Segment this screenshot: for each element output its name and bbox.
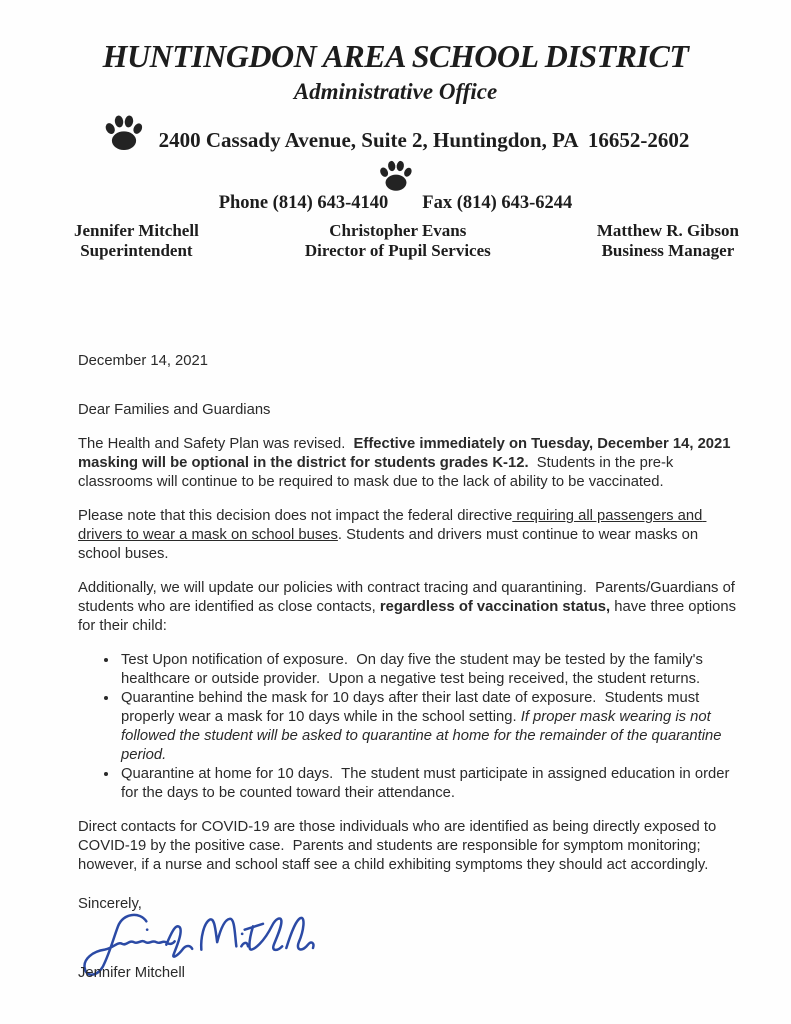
- phone-number: Phone (814) 643-4140: [218, 192, 389, 213]
- letter-body: [78, 352, 741, 983]
- bullet-test-option: [119, 651, 737, 689]
- district-name: HUNTINGDON AREA SCHOOL DISTRICT: [102, 38, 689, 74]
- para1-bold: Effective immediately on Tuesday, December 14, 2021 masking will be optional in the district for students grades K-12.: [78, 436, 735, 472]
- para2-underlined: requiring all passengers and drivers to wear a mask on school buses: [78, 508, 707, 544]
- staff-name: Christopher Evans: [329, 220, 467, 240]
- letterhead: [0, 0, 791, 262]
- office-name: Administrative Office: [293, 78, 498, 104]
- printed-signer-name: Jennifer Mitchell: [78, 965, 185, 982]
- closing-block: [78, 895, 737, 983]
- para3-after: have three options for their child:: [78, 599, 741, 635]
- bullet-text: Test Upon notification of exposure. On day five the student may be tested by the family's healthcare or outside provider. Upon a negative test being received, the student returns.: [121, 652, 707, 688]
- bullet-quarantine-home-option: [119, 765, 737, 803]
- paragraph-masking-policy: [78, 435, 737, 492]
- signature-area: [78, 914, 737, 964]
- para2-before: Please note that this decision does not impact the federal directive: [78, 508, 513, 525]
- closing-text: Sincerely,: [78, 896, 142, 913]
- staff-pupil-services: [305, 221, 491, 262]
- letter-date: December 14, 2021: [78, 353, 208, 370]
- staff-title: Superintendent: [80, 241, 193, 261]
- para1-after: Students in the pre-k classrooms will continue to be required to mask due to the lack of ability to be vaccinated.: [78, 455, 678, 491]
- staff-business-manager: [597, 221, 739, 262]
- para3-before: Additionally, we will update our policies with contract tracing and quarantining. Parents/Guardians of students who are identified as close contacts,: [78, 580, 740, 616]
- para1-normal: The Health and Safety Plan was revised.: [78, 436, 354, 453]
- bullet-text-italic: If proper mask wearing is not followed the student will be asked to quarantine at home for the remainder of the quarantine period.: [121, 709, 726, 764]
- paw-print-icon: [102, 111, 146, 155]
- bullet-quarantine-mask-option: [119, 689, 737, 765]
- salutation: Dear Families and Guardians: [78, 402, 271, 419]
- paw-print-row: [0, 157, 791, 195]
- address-row: [0, 111, 791, 153]
- staff-name: Jennifer Mitchell: [74, 220, 199, 240]
- staff-title: Business Manager: [601, 241, 735, 261]
- staff-name: Matthew R. Gibson: [596, 220, 739, 240]
- para2-after: . Students and drivers must continue to wear masks on school buses.: [78, 527, 703, 563]
- district-address: 2400 Cassady Avenue, Suite 2, Huntingdon, PA 16652-2602: [158, 127, 690, 152]
- paw-print-icon: [377, 157, 415, 195]
- para3-bold: regardless of vaccination status,: [379, 599, 611, 616]
- bullet-text: Quarantine at home for 10 days. The student must participate in assigned education in order for the days to be counted toward their attendance.: [121, 766, 734, 802]
- bullet-text: Quarantine behind the mask for 10 days after their last date of exposure. Students must properly wear a mask for 10 days while in the school setting.: [121, 690, 704, 726]
- paragraph-direct-contacts: Direct contacts for COVID-19 are those individuals who are identified as being directly exposed to COVID-19 by the positive case. Parents and students are responsible for symptom monitoring; however, if a nurse and school staff see a child exhibiting symptoms they should act accordingly.: [78, 819, 721, 874]
- paragraph-contact-tracing: [78, 579, 741, 636]
- options-list: [78, 651, 737, 803]
- phone-fax-row: [0, 193, 791, 214]
- staff-title: Director of Pupil Services: [304, 241, 491, 261]
- staff-superintendent: [74, 221, 199, 262]
- fax-number: Fax (814) 643-6244: [422, 192, 573, 213]
- staff-row: [0, 214, 791, 262]
- paragraph-bus-directive: [78, 507, 737, 564]
